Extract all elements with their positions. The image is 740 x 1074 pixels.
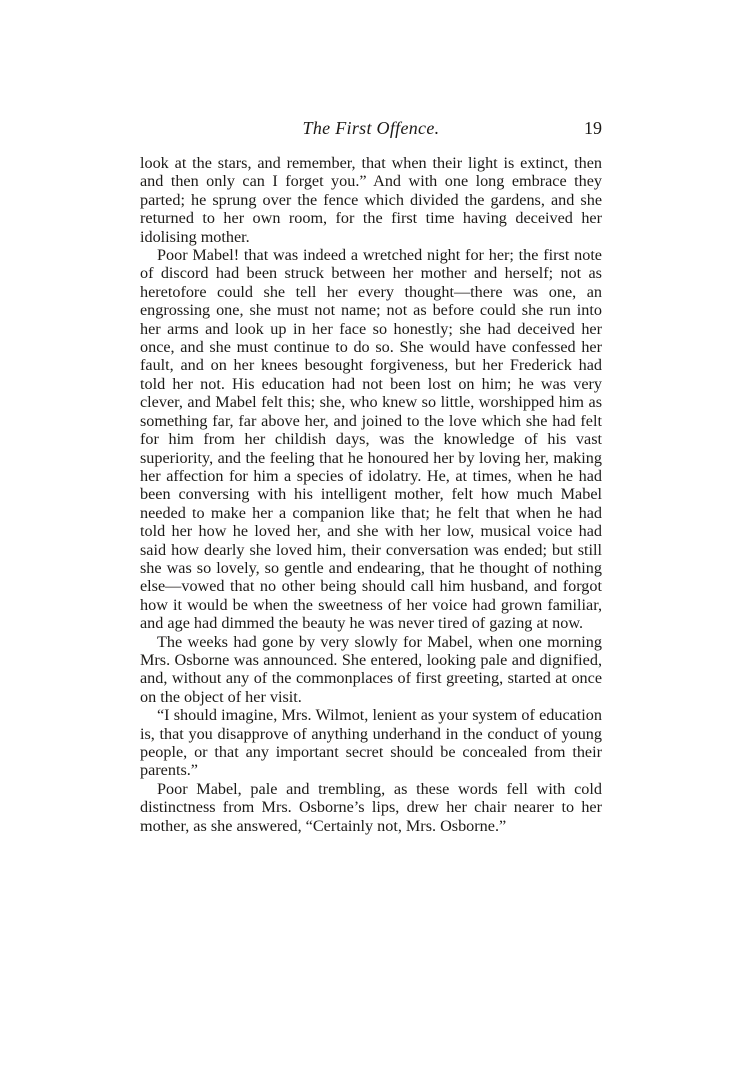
paragraph: look at the stars, and remember, that when their light is extinct, then and then only can I forget you.” And with one long embrace they parted; he sprung over the fence which divided the gardens, and she returned to her own room, for the first time having deceived her idolising mother. (140, 154, 602, 246)
body-text (140, 154, 602, 835)
paragraph: Poor Mabel, pale and trembling, as these words fell with cold distinctness from Mrs. Osborne’s lips, drew her chair nearer to her mother, as she answered, “Certainly not, Mrs. Osborne.” (140, 779, 602, 835)
running-head (140, 118, 602, 142)
running-title: The First Offence. (302, 118, 440, 138)
paragraph: The weeks had gone by very slowly for Mabel, when one morning Mrs. Osborne was announced. She entered, looking pale and dignified, and, without any of the commonplaces of first greeting, started at once on the object of her visit. (140, 632, 602, 706)
page-number: 19 (584, 118, 602, 138)
paragraph: Poor Mabel! that was indeed a wretched night for her; the first note of discord had been struck between her mother and herself; not as heretofore could she tell her every thought—there was one, an engrossing one, she must not name; not as before could she run into her arms and look up in her face so honestly; she had deceived her once, and she must continue to do so. She would have confessed her fault, and on her knees besought forgiveness, but her Frederick had told her not. His education had not been lost on him; he was very clever, and Mabel felt this; she, who knew so little, worshipped him as something far, far above her, and joined to the love which she had felt for him from her childish days, was the knowledge of his vast superiority, and the feeling that he honoured her by loving her, making her affection for him a species of idolatry. He, at times, when he had been conversing with his intelligent mother, felt how much Mabel needed to make her a companion like that; he felt that when he had told her how he loved her, and she with her low, musical voice had said how dearly she loved him, their conversation was ended; but still she was so lovely, so gentle and endearing, that he thought of nothing else—vowed that no other being should call him husband, and forgot how it would be when the sweetness of her voice had grown familiar, and age had dimmed the beauty he was never tired of gazing at now. (140, 246, 602, 633)
paragraph: “I should imagine, Mrs. Wilmot, lenient as your system of education is, that you disapprove of anything underhand in the conduct of young people, or that any important secret should be concealed from their parents.” (140, 706, 602, 780)
